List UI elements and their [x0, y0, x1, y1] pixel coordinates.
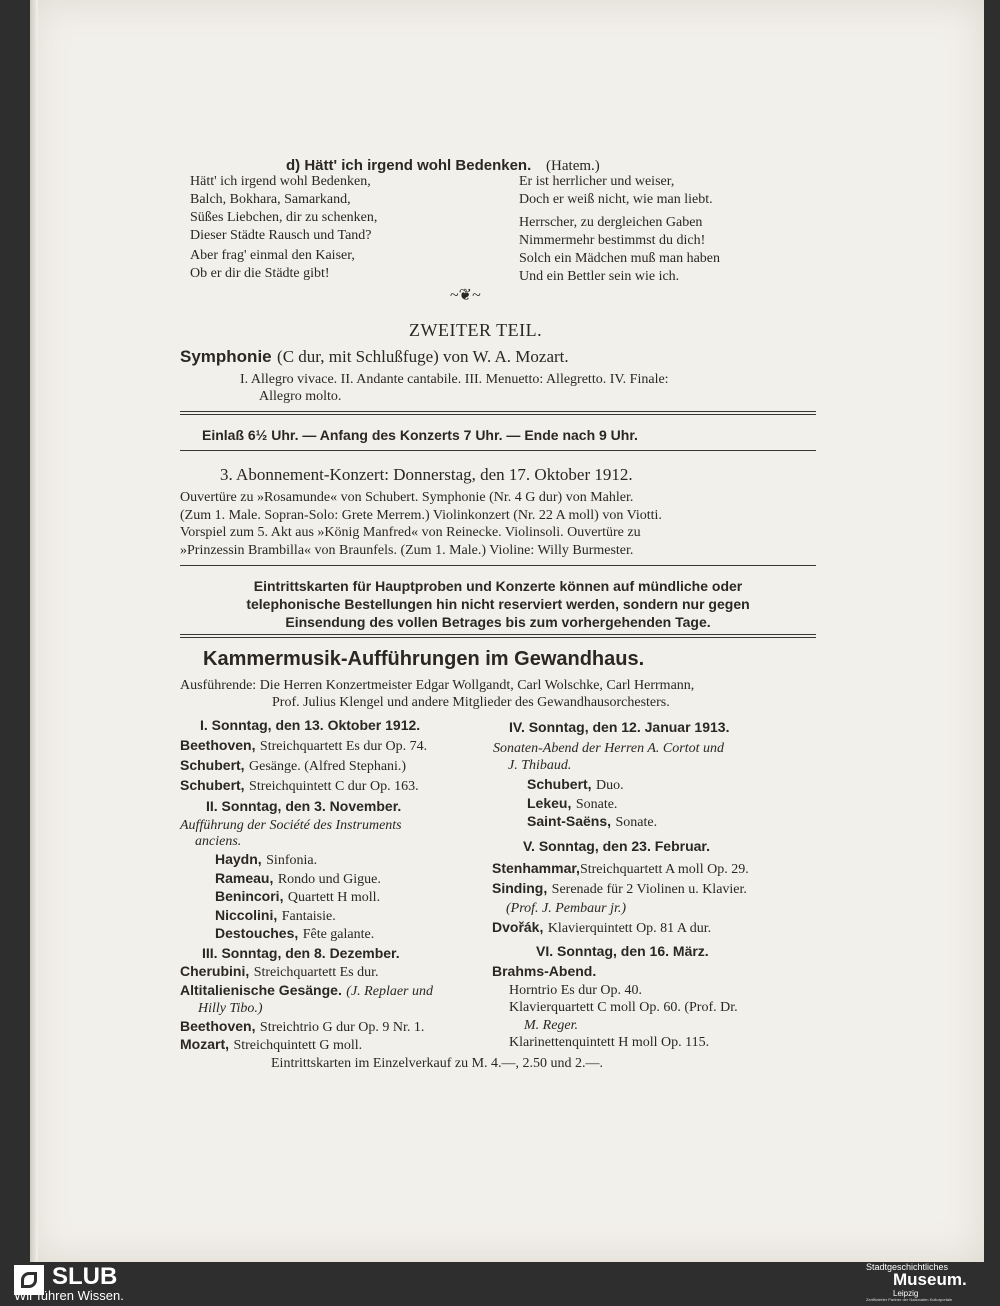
museum-subtitle: Stadtgeschichtliches — [866, 1262, 949, 1272]
movements-line: Allegro molto. — [259, 389, 342, 404]
composer: Brahms-Abend. — [492, 963, 597, 979]
concert-heading-3: III. Sonntag, den 8. Dezember. — [202, 945, 400, 961]
program-line: »Prinzessin Brambilla« von Braunfels. (Zum 1. Male.) Violine: Willy Burmester. — [180, 542, 634, 558]
concert-heading-5: V. Sonntag, den 23. Februar. — [523, 838, 710, 854]
section-title-zweiter-teil: ZWEITER TEIL. — [409, 320, 543, 340]
composer: Altitalienische Gesänge. — [180, 981, 342, 998]
composer: Beethoven, — [180, 737, 256, 753]
composer: Stenhammar, — [492, 860, 580, 876]
admission-times: Einlaß 6½ Uhr. — Anfang des Konzerts 7 Uhr. — Ende nach 9 Uhr. — [202, 427, 638, 443]
work: Duo. — [596, 778, 624, 793]
verse-line: Hätt' ich irgend wohl Bedenken, — [190, 174, 371, 189]
concert-3-program — [180, 963, 433, 1055]
rule — [180, 450, 816, 451]
work: Sonate. — [575, 796, 618, 812]
work: Serenade für 2 Violinen u. Klavier. — [551, 882, 747, 897]
symphonie-details: (C dur, mit Schlußfuge) von W. A. Mozart. — [277, 347, 569, 366]
work: (J. Replaer und — [346, 983, 433, 999]
work: M. Reger. — [524, 1017, 579, 1033]
verse-line: Solch ein Mädchen muß man haben — [519, 251, 721, 266]
song-heading-title: d) Hätt' ich irgend wohl Bedenken. — [286, 157, 532, 174]
concert-2-intro: anciens. — [195, 834, 242, 849]
concert-4-intro: Sonaten-Abend der Herren A. Cortot und — [493, 741, 724, 756]
work: Streichquintett G moll. — [233, 1038, 363, 1053]
notice-line: Einsendung des vollen Betrages bis zum vorhergehenden Tage. — [285, 614, 711, 630]
composer: Beethoven, — [180, 1017, 256, 1034]
song-left-stanza-2 — [190, 247, 355, 283]
chamber-music-title: Kammermusik-Aufführungen im Gewandhaus. — [203, 648, 645, 670]
ornament-divider: ~❦~ — [450, 287, 481, 304]
slub-name: SLUB — [52, 1263, 118, 1290]
work: Gesänge. (Alfred Stephani.) — [249, 759, 407, 774]
concert-6-program — [492, 963, 738, 1052]
program-line: Vorspiel zum 5. Akt aus »König Manfred« von Reinecke. Violinsoli. Ouvertüre zu — [180, 525, 641, 540]
work: Sonate. — [615, 815, 658, 830]
work: Streichquartett A moll Op. 29. — [579, 862, 749, 877]
verse-line: Er ist herrlicher und weiser, — [519, 174, 675, 189]
song-heading-note: (Hatem.) — [546, 158, 600, 174]
work: Streichquintett C dur Op. 163. — [249, 779, 419, 794]
program-line: Ouvertüre zu »Rosamunde« von Schubert. Symphonie (Nr. 4 G dur) von Mahler. — [180, 490, 634, 505]
document-page — [30, 0, 984, 1262]
verse-line: Balch, Bokhara, Samarkand, — [190, 192, 351, 207]
concert-4-intro: J. Thibaud. — [508, 758, 572, 773]
composer: Cherubini, — [180, 963, 250, 979]
work: Quartett H moll. — [287, 890, 381, 905]
work: Klarinettenquintett H moll Op. 115. — [509, 1035, 710, 1050]
composer: Lekeu, — [527, 794, 572, 811]
composer: Schubert, — [180, 777, 245, 793]
composer: Haydn, — [215, 851, 262, 867]
verse-line: Doch er weiß nicht, wie man liebt. — [519, 192, 713, 207]
verse-line: Dieser Städte Rausch und Tand? — [190, 228, 372, 243]
work: Fête galante. — [302, 927, 375, 942]
concert-2-program — [215, 851, 381, 944]
composer: Saint-Saëns, — [527, 813, 612, 829]
performers-line: Ausführende: Die Herren Konzertmeister Edgar Wollgandt, Carl Wolschke, Carl Herrmann, — [180, 678, 695, 693]
concert-heading-4: IV. Sonntag, den 12. Januar 1913. — [509, 719, 730, 735]
verse-line: Herrscher, zu dergleichen Gaben — [519, 215, 703, 230]
notice-line: telephonische Bestellungen hin nicht reserviert werden, sondern nur gegen — [246, 596, 750, 612]
performers-line: Prof. Julius Klengel und andere Mitglieder des Gewandhausorchesters. — [272, 695, 670, 710]
work: Streichquartett Es dur. — [253, 965, 379, 980]
composer: Rameau, — [215, 869, 274, 886]
work: Fantaisie. — [281, 908, 336, 924]
reservation-notice — [180, 577, 816, 631]
footer-bar — [0, 1262, 1000, 1306]
museum-name: Museum. — [893, 1270, 967, 1289]
work: (Prof. J. Pembaur jr.) — [506, 901, 627, 916]
concert-2-intro: Aufführung der Société des Instruments — [180, 818, 402, 833]
abo-concert-program — [180, 489, 662, 559]
concert-1-program — [180, 736, 427, 796]
work: Klavierquintett Op. 81 A dur. — [547, 921, 712, 936]
composer: Dvořák, — [492, 919, 544, 935]
concert-4-program — [527, 776, 657, 832]
verse-line: Aber frag' einmal den Kaiser, — [190, 248, 355, 263]
rule — [180, 565, 816, 566]
work: Rondo und Gigue. — [277, 871, 381, 887]
song-right-stanza-2 — [519, 214, 720, 286]
composer: Schubert, — [527, 776, 592, 792]
verse-line: Ob er dir die Städte gibt! — [190, 266, 330, 281]
song-left-stanza-1 — [190, 173, 377, 245]
symphonie-label: Symphonie — [180, 347, 272, 366]
composer: Niccolini, — [215, 906, 278, 923]
song-right-stanza-1 — [519, 173, 713, 209]
concert-5-program — [492, 859, 749, 938]
work: Streichquartett Es dur Op. 74. — [259, 739, 428, 754]
movements-line: I. Allegro vivace. II. Andante cantabile. III. Menuetto: Allegretto. IV. Finale: — [240, 372, 669, 387]
composer: Schubert, — [180, 757, 245, 773]
verse-line: Süßes Liebchen, dir zu schenken, — [190, 210, 378, 225]
ticket-prices: Eintrittskarten im Einzelverkauf zu M. 4.—, 2.50 und 2.—. — [271, 1056, 604, 1071]
notice-line: Eintrittskarten für Hauptproben und Konzerte können auf mündliche oder — [253, 578, 743, 594]
composer: Destouches, — [215, 925, 299, 941]
work: Hilly Tibo.) — [198, 1001, 263, 1016]
concert-heading-2: II. Sonntag, den 3. November. — [206, 798, 402, 814]
museum-city: Leipzig — [893, 1289, 919, 1298]
work: Sinfonia. — [266, 853, 318, 868]
verse-line: Nimmermehr bestimmst du dich! — [519, 233, 706, 248]
composer: Benincori, — [215, 888, 284, 904]
work: Klavierquartett C moll Op. 60. (Prof. Dr. — [509, 1000, 738, 1015]
slub-tagline: Wir führen Wissen. — [14, 1288, 124, 1303]
double-rule — [180, 634, 816, 638]
verse-line: Und ein Bettler sein wie ich. — [519, 269, 680, 284]
abo-concert-title: 3. Abonnement-Konzert: Donnerstag, den 17. Oktober 1912. — [220, 465, 633, 484]
work: Streichtrio G dur Op. 9 Nr. 1. — [259, 1019, 425, 1035]
composer: Mozart, — [180, 1036, 229, 1052]
double-rule — [180, 411, 816, 415]
concert-heading-6: VI. Sonntag, den 16. März. — [536, 943, 709, 959]
work: Horntrio Es dur Op. 40. — [509, 982, 642, 998]
program-line: (Zum 1. Male. Sopran-Solo: Grete Merrem.) Violinkonzert (Nr. 22 A moll) von Viotti. — [180, 507, 662, 523]
composer: Sinding, — [492, 880, 548, 896]
page-fold-shadow — [30, 0, 38, 1262]
symphonie-line — [180, 347, 569, 367]
museum-fineprint: Zertifizierter Partner der Nationalen Kulturportale — [866, 1297, 953, 1302]
concert-heading-1: I. Sonntag, den 13. Oktober 1912. — [200, 717, 421, 733]
